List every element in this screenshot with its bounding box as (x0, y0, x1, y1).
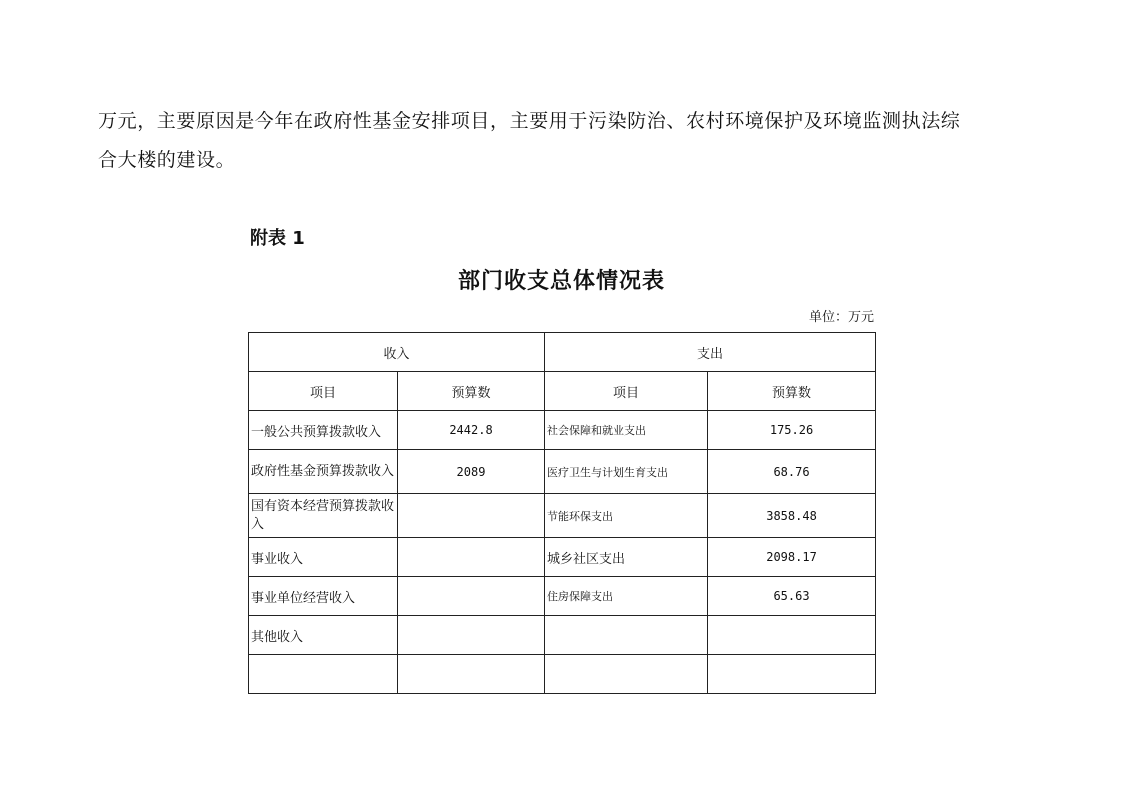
unit-label: 单位：万元 (808, 310, 874, 325)
income-item-cell: 一般公共预算拨款收入 (249, 411, 398, 450)
table-row (249, 577, 876, 616)
income-item-cell: 国有资本经营预算拨款收入 (249, 494, 398, 538)
table-row (249, 655, 876, 694)
income-item-cell: 事业收入 (249, 538, 398, 577)
expense-amount-cell (708, 616, 876, 655)
income-item-cell: 政府性基金预算拨款收入 (249, 450, 398, 494)
expense-item-cell: 城乡社区支出 (545, 538, 708, 577)
income-amount-cell: 2442.8 (398, 411, 545, 450)
expense-item-cell: 医疗卫生与计划生育支出 (545, 450, 708, 494)
table-row (249, 450, 876, 494)
expense-item-cell: 社会保障和就业支出 (545, 411, 708, 450)
income-item-cell: 其他收入 (249, 616, 398, 655)
table-title: 部门收支总体情况表 (457, 268, 665, 294)
income-amount-cell (398, 538, 545, 577)
table-row (249, 616, 876, 655)
income-item-cell: 事业单位经营收入 (249, 577, 398, 616)
expense-amount-cell: 175.26 (708, 411, 876, 450)
income-budget-header: 预算数 (398, 372, 545, 411)
income-amount-cell: 2089 (398, 450, 545, 494)
paragraph-line-2: 合大楼的建设。 (98, 149, 236, 171)
expense-amount-cell: 3858.48 (708, 494, 876, 538)
budget-table (248, 332, 876, 694)
paragraph-line-1: 万元，主要原因是今年在政府性基金安排项目，主要用于污染防治、农村环境保护及环境监测执法综 (98, 110, 961, 132)
table-row (249, 411, 876, 450)
table-row (249, 538, 876, 577)
expense-amount-cell: 65.63 (708, 577, 876, 616)
expense-item-cell (545, 655, 708, 694)
expense-budget-header: 预算数 (708, 372, 876, 411)
expense-header: 支出 (545, 333, 876, 372)
income-amount-cell (398, 577, 545, 616)
income-item-header: 项目 (249, 372, 398, 411)
expense-amount-cell: 68.76 (708, 450, 876, 494)
expense-item-header: 项目 (545, 372, 708, 411)
income-amount-cell (398, 616, 545, 655)
income-header: 收入 (249, 333, 545, 372)
expense-item-cell: 住房保障支出 (545, 577, 708, 616)
table-section-header-row (249, 333, 876, 372)
appendix-label: 附表 1 (250, 228, 305, 249)
income-amount-cell (398, 494, 545, 538)
expense-item-cell (545, 616, 708, 655)
expense-amount-cell: 2098.17 (708, 538, 876, 577)
expense-item-cell: 节能环保支出 (545, 494, 708, 538)
income-item-cell (249, 655, 398, 694)
income-amount-cell (398, 655, 545, 694)
table-row (249, 494, 876, 538)
expense-amount-cell (708, 655, 876, 694)
table-column-header-row (249, 372, 876, 411)
